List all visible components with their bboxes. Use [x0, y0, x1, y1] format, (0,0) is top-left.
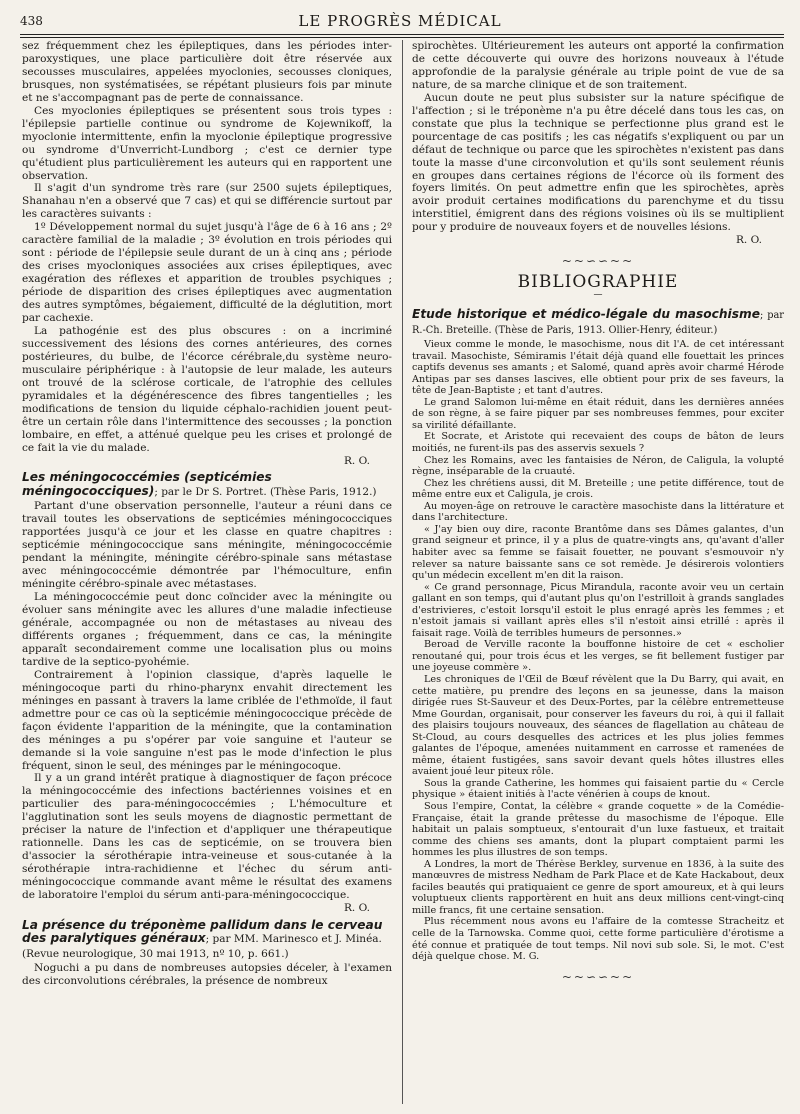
- signature: R. O.: [343, 902, 370, 914]
- paragraph: [412, 916, 784, 962]
- paragraph: Il s'agit d'un syndrome très rare (sur 2500 sujets épileptiques, Shanahau n'en a observé que 7 cas) et qui se différencie surtout par les caractères suivants :: [22, 182, 392, 221]
- paragraph: Aucun doute ne peut plus subsister sur la nature spécifique de l'affection ; si le tréponème n'a pu être décelé dans tous les cas, on constate que plus la technique se perfectionne plus grand est le pourcentage de cas positifs ; les cas négatifs s'expliquent ou par un défaut de technique ou parce que les spirochètes n'existent pas dans toute la masse d'une circonvolution et qu'ils sont seulement réunis en groupes dans certaines régions de l'écorce où ils forment des foyers limités. On peut admettre enfin que les spirochètes, après avoir produit certaines modifications du parenchyme et du tissu interstitiel, émigrent dans des régions voisines où ils se multiplient pour y produire de nouveaux foyers et de nouvelles lésions.: [412, 91, 784, 234]
- paragraph: « Ce grand personnage, Picus Mirandula, raconte avoir veu un certain gallant en son temps, qui d'autant plus qu'on l'estrilloit à grands sanglades d'estrivieres, c'estoit lorsqu'il estoit le plus enragé après les femmes ; et n'estoit jamais si vaillant après elles s'il n'estoit ainsi etrillé : après il faisait rage. Voilà de terribles humeurs de personnes.»: [412, 581, 784, 639]
- paragraph: Il y a un grand intérêt pratique à diagnostiquer de façon précoce la méningococcémie des infections bactériennes voisines et en particulier des para-méningococcémies ; L'hémoculture et l'agglutination sont les seuls moyens de diagnostic permettant de préciser la nature de l'infection et d'appliquer une thérapeutique rationnelle. Dans les cas de septicémie, on se trouvera bien d'associer la sérothérapie intra-veineuse et sous-cutanée à la sérothérapie intra-rachidienne et l'échec du sérum anti-méningococcique commande avant même le résultat des examens de laboratoire l'emploi du sérum anti-para-méningococcique.: [22, 772, 392, 902]
- paragraph: Les chroniques de l'Œil de Bœuf révèlent que la Du Barry, qui avait, en cette matière, pu prendre des leçons en sa jeunesse, dans la maison dirigée rues St-Sauveur et des Deux-Portes, par la célèbre entremetteuse Mme Gourdan, organisait, pour conserver les faveurs du roi, à qui il fallait des plaisirs toujours nouveaux, des séances de flagellation au château de St-Cloud, au cours desquelles des actrices et les plus jolies femmes galantes de l'époque, amenées nuitamment en carrosse et ramenées de même, étaient fustigées, sans savoir devant quels hôtes illustres elles avaient joué leur piteux rôle.: [412, 673, 784, 778]
- article-heading: [22, 919, 392, 962]
- signature: R. O.: [735, 234, 762, 247]
- paragraph: Vieux comme le monde, le masochisme, nous dit l'A. de cet intéressant travail. Masochiste, Sémiramis l'était déjà quand elle fouettait les princes captifs devenus ses amants ; et Salomé, quand après avoir charmé Hérode Antipas par ses danses lascives, elle obtient pour prix de ses faveurs, la tête de Jean-Baptiste ; et tant d'autres.: [412, 339, 784, 397]
- paragraph: La méningococcémie peut donc coïncider avec la méningite ou évoluer sans méningite avec les allures d'une maladie infectieuse générale, accompagnée ou non de métastases au niveau des différents organes ; fréquemment, dans ce cas, la méningite apparaît secondairement comme une localisation plus ou moins tardive de la septico-pyohémie.: [22, 591, 392, 668]
- paragraph: spirochètes. Ultérieurement les auteurs ont apporté la confirmation de cette découverte qui ouvre des horizons nouveaux à l'étude approfondie de la paralysie générale au triple point de vue de sa nature, de sa marche clinique et de son traitement.: [412, 40, 784, 91]
- header-rule: [20, 34, 784, 38]
- paragraph: Beroad de Verville raconte la bouffonne histoire de cet « escholier renoutané qui, pour trois écus et les verges, se fit bellement fustiger par une joyeuse commère ».: [412, 639, 784, 674]
- bibliography-heading: BIBLIOGRAPHIE: [517, 272, 679, 293]
- running-title: LE PROGRÈS MÉDICAL: [298, 12, 502, 30]
- article-byline: ; par MM. Marinesco et J. Minéa. (Revue neurologique, 30 mai 1913, nº 10, p. 661.): [22, 933, 382, 960]
- column-divider: [402, 40, 403, 1104]
- paragraph-text: Plus récemment nous avons eu l'affaire de la comtesse Stracheitz et celle de la Tarnowska. Comme quoi, cette forme particulière d'érotisme a été connue et pratiquée de tout temps. Nil novi sub sole. Si, le mot. C'est déjà quelque chose.: [412, 916, 784, 963]
- heading-dash: —: [593, 290, 603, 301]
- paragraph: A Londres, la mort de Thérèse Berkley, survenue en 1836, à la suite des manœuvres de mistress Nedham de Park Place et de Kate Hackabout, deux faciles beautés qui pratiquaient ce genre de sport amoureux, et à qui leurs voluptueux clients rapportèrent en huit ans deux millions cent-vingt-cinq mille francs, fit une certaine sensation.: [412, 858, 784, 916]
- paragraph: Sous la grande Catherine, les hommes qui faisaient partie du « Cercle physique » étaient initiés à l'acte vénérien à coups de knout.: [412, 777, 784, 801]
- paragraph: 1º Développement normal du sujet jusqu'à l'âge de 6 à 16 ans ; 2º caractère familial de la maladie ; 3º évolution en trois périodes qui sont : période de l'épilepsie seule durant de un à cinq ans ; période des crises myocloniques associées aux crises épileptiques, avec exagération des réflexes et apparition de troubles psychiques ; période de disparition des crises épileptiques avec augmentation des autres symptômes, bégaiement, difficulté de la déglutition, mort par cachexie.: [22, 221, 392, 325]
- paragraph: Ces myoclonies épileptiques se présentent sous trois types : l'épilepsie partielle continue ou syndrome de Kojewnikoff, la myoclonie intermittente, enfin la myoclonie épileptique progressive ou syndrome d'Unverricht-Lundborg ; c'est ce dernier type qu'étudient plus particulièrement les auteurs qui en rapportent une observation.: [22, 104, 392, 182]
- paragraph: Chez les Romains, avec les fantaisies de Néron, de Caligula, la volupté règne, inséparable de la cruauté.: [412, 454, 784, 478]
- paragraph: Le grand Salomon lui-même en était réduit, dans les dernières années de son règne, à se faire piquer par ses nombreuses femmes, pour exciter sa virilité défaillante.: [412, 396, 784, 431]
- paragraph: Partant d'une observation personnelle, l'auteur a réuni dans ce travail toutes les observations de septicémies méningococciques rapportées jusqu'à ce jour et les classe en quatre chapitres : septicémie méningococcique sans méningite, méningococcémie pendant la méningite, méningite cérébro-spinale sans métastase avec méningococcémie démontrée par l'hémoculture, enfin méningite cérébro-spinale avec métastases.: [22, 500, 392, 591]
- article-heading: [22, 471, 392, 499]
- article-byline: ; par le Dr S. Portret. (Thèse Paris, 1912.): [154, 485, 377, 498]
- left-column: [22, 40, 392, 988]
- paragraph: Sous l'empire, Contat, la célèbre « grande coquette » de la Comédie-Française, était la grande prêtesse du masochisme de l'époque. Elle habitait un palais somptueux, s'entourait d'un luxe fastueux, et traitait comme des chiens ses amants, dont la plupart comptaient parmi les hommes les plus illustres de son temps.: [412, 800, 784, 859]
- paragraph: Contrairement à l'opinion classique, d'après laquelle le méningocoque parti du rhino-pharynx envahit directement les méninges en passant à travers la lame criblée de l'ethmoïde, il faut admettre pour ce cas où la septicémie méningococcique précède de façon évidente l'apparition de la méningite, que la contamination des méninges a pu s'opérer par voie sanguine et l'auteur se demande si la voie sanguine n'est pas le mode d'infection le plus fréquent, sinon le seul, des méninges par le méningocoque.: [22, 668, 392, 772]
- page-number: 438: [20, 14, 43, 28]
- right-column: [412, 40, 784, 992]
- review-heading: [412, 308, 784, 337]
- article-title: Les méningococcémies (septicémies méningococciques): [22, 470, 272, 498]
- review-body: [412, 339, 784, 963]
- paragraph: sez fréquemment chez les épileptiques, dans les périodes inter-paroxystiques, une place particulière doit être réservée aux secousses musculaires, appelées myoclonies, secousses cloniques, brusques, non systématisées, se répétant plusieurs fois par minute et ne s'accompagnant pas de perte de connaissance.: [22, 40, 392, 104]
- paragraph: Chez les chrétiens aussi, dit M. Breteille ; une petite différence, tout de même entre eux et Caligula, je crois.: [412, 477, 784, 501]
- page-header: [20, 8, 780, 34]
- review-byline: ; par R.-Ch. Breteille. (Thèse de Paris, 1913. Ollier-Henry, éditeur.): [412, 310, 784, 336]
- paragraph: La pathogénie est des plus obscures : on a incriminé successivement des lésions des cornes antérieures, des cornes postérieures, du bulbe, de l'écorce cérébrale,du système neuro-musculaire périphérique : à l'autopsie de leur malade, les auteurs ont trouvé de la sclérose corticale, de l'atrophie des cellules pyramidales et la dégénérescence des fibres tangentielles ; les modifications de tension du liquide céphalo-rachidien jouent peut-être un certain rôle dans l'intermittence des secousses ; la ponction lombaire, en effet, a atténué quelque peu les crises et prolongé de ce fait la vie du malade.: [22, 324, 392, 454]
- section-ornament: ~~∽∽~~: [561, 254, 635, 269]
- paragraph: Au moyen-âge on retrouve le caractère masochiste dans la littérature et dans l'architecture.: [412, 500, 784, 524]
- paragraph: « J'ay bien ouy dire, raconte Brantôme dans ses Dâmes galantes, d'un grand seigneur et prince, il y a plus de quatre-vingts ans, qu'avant d'aller habiter avec sa femme se faisait fouetter, ne pouvant s'esmouvoir n'y relever sa nature baissante sans ce sot remède. Je désirerois volontiers qu'un médecin excellent m'en dit la raison.: [412, 523, 784, 582]
- article-title: La présence du tréponème pallidum dans le cerveau des paralytiques généraux: [22, 917, 383, 946]
- section-ornament: ~~∽∽~~: [561, 969, 635, 984]
- signature: M. G.: [512, 951, 540, 963]
- signature: R. O.: [343, 454, 370, 467]
- paragraph: Noguchi a pu dans de nombreuses autopsies déceler, à l'examen des circonvolutions cérébrales, la présence de nombreux: [22, 962, 392, 988]
- paragraph: Et Socrate, et Aristote qui recevaient des coups de bâton de leurs moitiés, ne furent-ils pas des asservis sexuels ?: [412, 431, 784, 455]
- review-title: Etude historique et médico-légale du masochisme: [412, 307, 760, 322]
